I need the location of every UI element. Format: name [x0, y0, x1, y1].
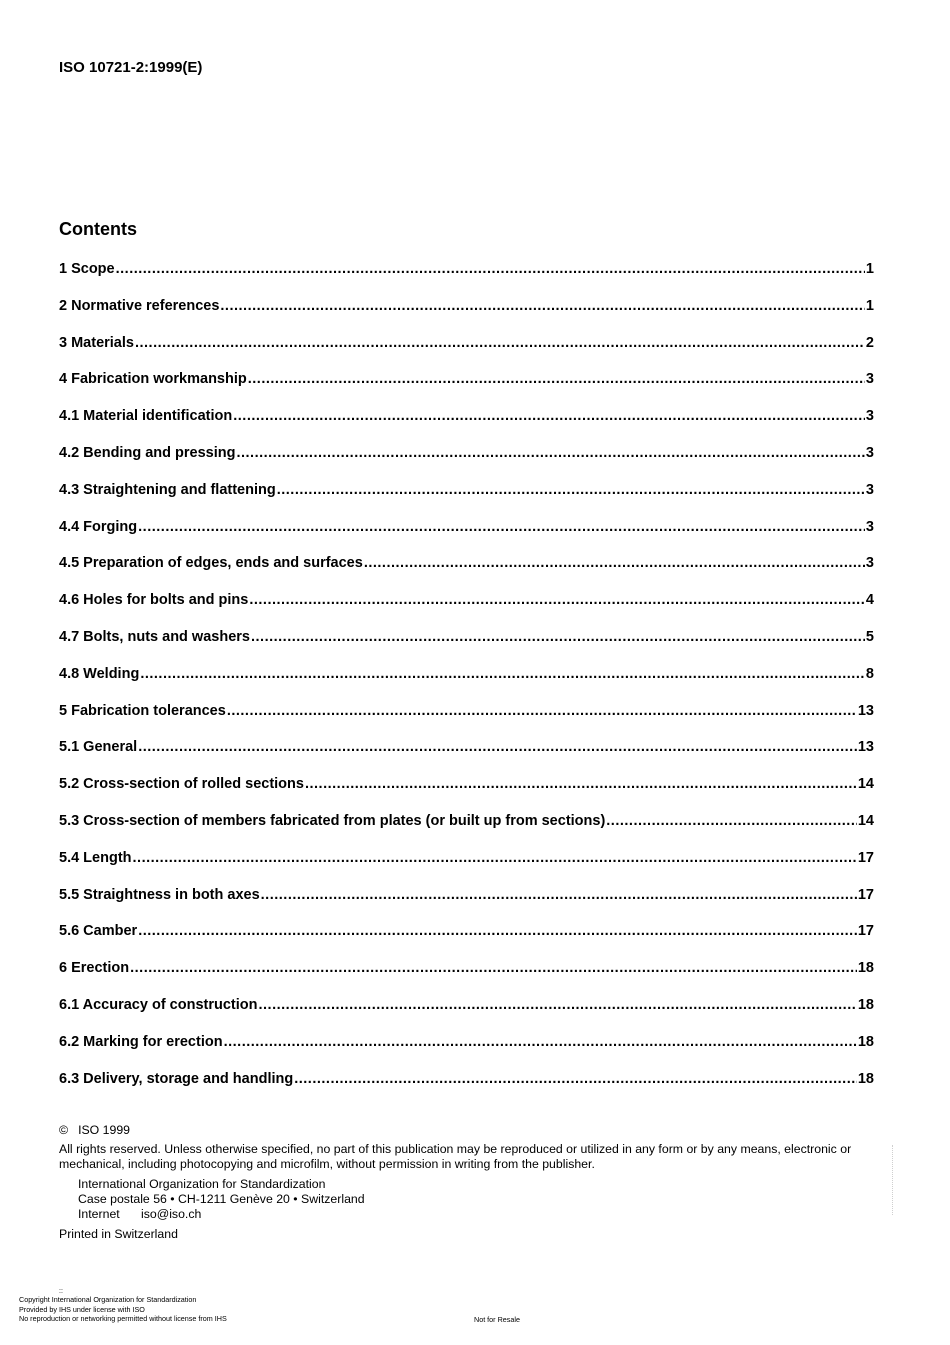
iso-address [78, 1177, 879, 1222]
contents-heading: Contents [59, 219, 137, 239]
toc-dot-leader [294, 1071, 857, 1087]
toc-entry[interactable] [59, 445, 874, 482]
toc-entry[interactable] [59, 261, 874, 298]
toc-entry-page: 8 [865, 665, 874, 682]
toc-entry-page: 2 [865, 334, 874, 351]
toc-entry-label: 4.2 Bending and pressing [59, 444, 236, 461]
toc-entry[interactable] [59, 923, 874, 960]
toc-entry-page: 3 [865, 444, 874, 461]
toc-entry-label: 5.1 General [59, 739, 138, 756]
toc-dot-leader [135, 335, 865, 351]
footer-provided: Provided by IHS under license with ISO [19, 1304, 145, 1314]
toc-entry[interactable] [59, 850, 874, 887]
toc-entry-page: 14 [857, 776, 874, 793]
toc-entry[interactable] [59, 408, 874, 445]
toc-entry-label: 6.3 Delivery, storage and handling [59, 1070, 294, 1087]
toc-entry[interactable] [59, 703, 874, 740]
toc-dot-leader [364, 555, 865, 571]
toc-entry-label: 5.3 Cross-section of members fabricated from plates (or built up from sections) [59, 812, 606, 829]
address-internet [78, 1207, 879, 1222]
address-org: International Organization for Standardization [78, 1177, 326, 1191]
toc-entry-label: 5.5 Straightness in both axes [59, 886, 260, 903]
toc-entry-label: 2 Normative references [59, 297, 220, 314]
toc-entry-label: 1 Scope [59, 261, 115, 277]
toc-entry[interactable] [59, 776, 874, 813]
toc-entry-page: 13 [857, 739, 874, 756]
toc-entry-page: 14 [857, 812, 874, 829]
toc-entry[interactable] [59, 592, 874, 629]
toc-entry-page: 17 [857, 923, 874, 940]
toc-entry-label: 6.1 Accuracy of construction [59, 996, 258, 1013]
toc-dot-leader [138, 519, 865, 535]
copyright-year: ISO 1999 [78, 1123, 131, 1137]
toc-entry-page: 5 [865, 628, 874, 645]
rights-notice: All rights reserved. Unless otherwise specified, no part of this publication may be reproduced or utilized in any form or by any means, electronic or mechanical, including photocopying and microfilm, without permission in writing from the publisher. [59, 1142, 852, 1171]
license-footer [19, 1288, 227, 1324]
toc-entry-page: 3 [865, 518, 874, 535]
toc-entry[interactable] [59, 482, 874, 519]
toc-entry-label: 4.5 Preparation of edges, ends and surfaces [59, 555, 363, 572]
toc-entry[interactable] [59, 335, 874, 372]
toc-dot-leader [220, 298, 865, 314]
toc-entry[interactable] [59, 997, 874, 1034]
toc-entry-page: 18 [857, 960, 874, 977]
toc-dot-leader [130, 960, 857, 976]
toc-entry-page: 17 [857, 886, 874, 903]
internet-email: iso@iso.ch [141, 1207, 202, 1221]
toc-entry-label: 4.8 Welding [59, 665, 140, 682]
toc-entry[interactable] [59, 519, 874, 556]
not-for-resale: Not for Resale [474, 1315, 520, 1324]
toc-entry-page: 18 [857, 1033, 874, 1050]
toc-dot-leader [224, 1034, 857, 1050]
toc-entry[interactable] [59, 1034, 874, 1071]
toc-entry[interactable] [59, 739, 874, 776]
toc-entry-page: 3 [865, 408, 874, 425]
address-street: Case postale 56 • CH-1211 Genève 20 • Switzerland [78, 1192, 365, 1206]
toc-dot-leader [277, 482, 865, 498]
toc-dot-leader [261, 887, 857, 903]
toc-dot-leader [140, 666, 865, 682]
copyright-block [59, 1123, 879, 1242]
toc-dot-leader [233, 408, 865, 424]
toc-dot-leader [133, 850, 857, 866]
toc-entry-label: 6.2 Marking for erection [59, 1033, 223, 1050]
toc-entry[interactable] [59, 960, 874, 997]
toc-entry[interactable] [59, 813, 874, 850]
toc-entry-label: 4.7 Bolts, nuts and washers [59, 628, 250, 645]
toc-entry-label: 5 Fabrication tolerances [59, 702, 226, 719]
toc-entry[interactable] [59, 666, 874, 703]
toc-entry-label: 3 Materials [59, 334, 134, 351]
toc-entry-label: 5.2 Cross-section of rolled sections [59, 776, 304, 793]
toc-entry-page: 18 [857, 996, 874, 1013]
toc-dot-leader [251, 629, 865, 645]
toc-entry-label: 4.3 Straightening and flattening [59, 481, 276, 498]
printed-in: Printed in Switzerland [59, 1227, 178, 1241]
toc-dot-leader [259, 997, 857, 1013]
toc-entry-page: 17 [857, 849, 874, 866]
toc-entry[interactable] [59, 1071, 874, 1108]
toc-dot-leader [138, 923, 857, 939]
toc-dot-leader [227, 703, 857, 719]
internet-label: Internet [78, 1207, 120, 1221]
toc-entry-page: 18 [857, 1070, 874, 1087]
toc-entry-page: 4 [865, 592, 874, 609]
toc-entry-label: 4 Fabrication workmanship [59, 371, 247, 388]
document-id: ISO 10721-2:1999(E) [59, 59, 203, 76]
toc-entry-page: 3 [865, 371, 874, 388]
toc-entry-label: 4.1 Material identification [59, 408, 233, 425]
toc-entry-label: 6 Erection [59, 960, 130, 977]
toc-entry[interactable] [59, 887, 874, 924]
table-of-contents [59, 261, 874, 1107]
toc-entry[interactable] [59, 629, 874, 666]
toc-entry-label: 5.4 Length [59, 849, 132, 866]
toc-dot-leader [305, 776, 857, 792]
margin-mark [892, 1145, 897, 1215]
footer-copyright: Copyright International Organization for Standardization [19, 1295, 197, 1304]
toc-dot-leader [116, 261, 865, 277]
toc-dot-leader [138, 739, 857, 755]
toc-entry-page: 1 [865, 297, 874, 314]
toc-dot-leader [236, 445, 864, 461]
toc-entry[interactable] [59, 555, 874, 592]
footer-no-reproduction: No reproduction or networking permitted without license from IHS [19, 1314, 227, 1324]
toc-entry[interactable] [59, 371, 874, 408]
toc-dot-leader [249, 592, 865, 608]
toc-entry-label: 5.6 Camber [59, 923, 138, 940]
toc-entry-page: 3 [865, 555, 874, 572]
toc-entry-page: 1 [865, 261, 874, 277]
toc-entry-page: 13 [857, 702, 874, 719]
toc-entry-page: 3 [865, 481, 874, 498]
copyright-line [59, 1123, 879, 1138]
toc-entry-label: 4.6 Holes for bolts and pins [59, 592, 249, 609]
toc-entry[interactable] [59, 298, 874, 335]
toc-dot-leader [248, 371, 865, 387]
copyright-symbol: © [59, 1123, 69, 1137]
footer-mark: :: [59, 1288, 63, 1295]
toc-dot-leader [606, 813, 857, 829]
toc-entry-label: 4.4 Forging [59, 518, 138, 535]
